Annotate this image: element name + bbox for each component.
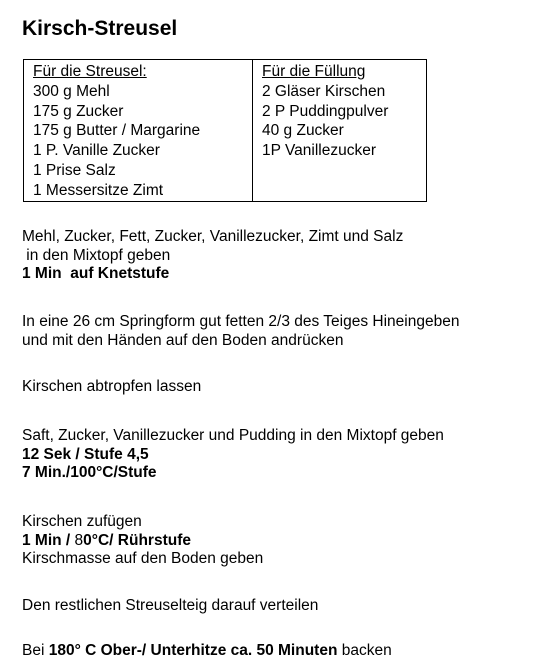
- step-text: Den restlichen Streuselteig darauf verteilen: [22, 597, 319, 614]
- streusel-item: 1 P. Vanille Zucker: [33, 142, 160, 160]
- step-text: [22, 642, 392, 661]
- step-text: Kirschen abtropfen lassen: [22, 378, 202, 395]
- step-text-part: Bei: [22, 642, 49, 659]
- step-setting-part: 1 Min /: [22, 531, 75, 549]
- streusel-header: Für die Streusel:: [33, 63, 147, 80]
- step-3: [22, 378, 201, 397]
- step-setting: 7 Min./100°C/Stufe: [22, 464, 157, 481]
- fuellung-item: 2 P Puddingpulver: [262, 102, 389, 120]
- fuellung-item: 1P Vanillezucker: [262, 142, 377, 160]
- step-2: [22, 313, 459, 350]
- step-text: In eine 26 cm Springform gut fetten 2/3 des Teiges Hineingeben: [22, 313, 460, 330]
- step-7: [22, 642, 392, 661]
- streusel-item: 300 g Mehl: [33, 82, 110, 100]
- step-text: Saft, Zucker, Vanillezucker und Pudding in den Mixtopf geben: [22, 427, 444, 444]
- fuellung-item: 2 Gläser Kirschen: [262, 82, 386, 100]
- step-setting: [22, 532, 263, 551]
- streusel-item: 175 g Butter / Margarine: [33, 122, 201, 140]
- streusel-ingredients-cell: [24, 60, 253, 202]
- step-text: in den Mixtopf geben: [22, 246, 171, 264]
- step-setting-part: 8: [74, 531, 84, 549]
- fuellung-ingredients-cell: [253, 60, 427, 202]
- step-setting: 12 Sek / Stufe 4,5: [22, 445, 149, 463]
- step-5: [22, 513, 263, 569]
- recipe-title: Kirsch-Streusel: [22, 17, 178, 40]
- step-text: Kirschen zufügen: [22, 513, 142, 530]
- step-setting: 180° C Ober-/ Unterhitze ca. 50 Minuten: [48, 642, 338, 659]
- step-text: und mit den Händen auf den Boden andrücken: [22, 331, 344, 349]
- fuellung-item: 40 g Zucker: [262, 122, 344, 140]
- step-setting: 1 Min auf Knetstufe: [22, 265, 170, 282]
- step-6: [22, 597, 318, 616]
- step-1: [22, 228, 403, 284]
- step-text: Mehl, Zucker, Fett, Zucker, Vanillezucker, Zimt und Salz: [22, 228, 404, 245]
- step-4: [22, 427, 444, 483]
- step-text: Kirschmasse auf den Boden geben: [22, 550, 264, 567]
- ingredients-table: [23, 59, 427, 202]
- streusel-item: 1 Prise Salz: [33, 161, 116, 179]
- fuellung-header: Für die Füllung: [262, 63, 366, 80]
- step-text-part: backen: [337, 642, 392, 659]
- streusel-item: 1 Messersitze Zimt: [33, 181, 164, 199]
- step-setting-part: 0°C/ Rührstufe: [83, 531, 191, 549]
- streusel-item: 175 g Zucker: [33, 102, 124, 120]
